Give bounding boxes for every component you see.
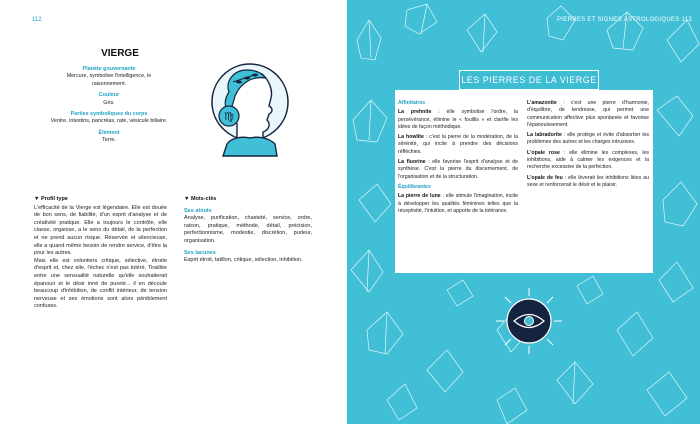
fact-value: Gris. — [103, 99, 115, 106]
stone-name: La howlite — [398, 134, 424, 141]
fact-value: Ventre, intestins, pancréas, rate, vésicule biliaire. — [50, 118, 168, 125]
fact-value: Mercure, symbolise l'intelligence, le raisonnement. — [66, 73, 152, 87]
svg-text:♍: ♍ — [224, 110, 234, 123]
fact-label: Couleur — [98, 92, 120, 99]
flaws-label: Ses lacunes — [184, 249, 216, 256]
stone-name: L'amazonite — [527, 100, 557, 106]
fact-label: Parties symboliques du corps — [70, 111, 148, 118]
stone-entry — [398, 159, 518, 181]
stones-column-1 — [398, 100, 518, 218]
affinitaires-label: Affinitaires — [398, 100, 426, 106]
stone-entry — [398, 134, 518, 156]
stone-text: : elle favorise l'esprit d'analyse et de synthèse. C'est la pierre du discernement, de l'organisation et de la structuration. — [398, 159, 519, 180]
assets-text: Analyse, purification, chasteté, service, ordre, raison, pratique, méthode, détail, précision, perfectionnisme, modestie, discrétion, pudeur, organisation. — [184, 215, 312, 244]
eye-emblem-icon — [494, 286, 564, 356]
fact-value: Terre. — [102, 137, 116, 144]
stone-name: L'opale rose — [527, 149, 560, 156]
fact-label: Élément — [98, 129, 120, 136]
assets-label: Ses atouts — [184, 207, 212, 214]
running-head: PIERRES ET SIGNES ASTROLOGIQUES 113 — [557, 17, 692, 23]
card-title: LES PIERRES DE LA VIERGE — [459, 70, 599, 90]
stone-entry — [527, 100, 649, 129]
stone-name: La pierre de lune — [398, 193, 441, 200]
stone-text: : elle protège et évite d'absorber les problèmes des autres et les charges intrusives. — [527, 132, 649, 146]
stone-entry — [527, 132, 649, 147]
stone-entry — [398, 109, 518, 131]
equilibrantes-label: Équilibrantes — [398, 183, 431, 190]
stone-text: : c'est une pierre d'harmonie, d'équilibre, de tendresse, qui permet une communication affective plus spontanée et favorise l'épanouissement. — [527, 100, 649, 128]
virgo-portrait-illustration — [207, 52, 293, 164]
stone-name: L'opale de feu — [527, 174, 563, 181]
stone-name: La fluorine — [398, 159, 426, 166]
sign-facts — [50, 66, 168, 145]
sign-title: VIERGE — [101, 48, 139, 59]
left-page — [0, 0, 347, 424]
stone-name: La labradorite — [527, 132, 562, 139]
fact-label: Planète gouvernante — [82, 66, 136, 72]
flaws-text: Esprit étroit, tatillon, critique, sélection, inhibition. — [184, 257, 303, 264]
profile-heading: ▼ Profil type — [34, 196, 68, 202]
stone-name: La prehnite — [398, 109, 432, 116]
page-number-left: 112 — [32, 17, 42, 23]
profile-column — [34, 196, 167, 311]
keywords-heading: ▼ Mots-clés — [184, 196, 217, 202]
stone-text: : elle lèverait les inhibitions liées au sexe et renforcerait le désir et le plaisir. — [527, 174, 649, 188]
stone-text: : elle symbolise l'ordre, la persévérance, élimine le « fouillis » et clarifie les idées de façon méthodique. — [398, 109, 518, 130]
stone-entry — [527, 150, 649, 172]
keywords-column — [184, 196, 312, 265]
stones-column-2 — [527, 100, 649, 192]
profile-paragraph: Mais elle est volontiers critique, sélective, étroite d'esprit et, chez elle, l'échec n'est pas toléré. Tiraillée entre une sensualité naturelle qu'elle souhaiterait épanouir et le désir inné de pureté... il en découle beaucoup d'inhibition, de conflit intérieur, de tension nerveuse et ses émotions sont alors péniblement confuses. — [34, 257, 167, 310]
stone-text: : elle stimule l'imagination, incite à développer les qualités féminines telles que la réceptivité, l'intuition, et apporte de la tolérance. — [398, 193, 518, 214]
stone-text: : c'est la pierre de la modération, de la sérénité, qui incite à prendre des décisions réfléchies. — [398, 134, 518, 155]
stone-text: : elle élimine les complexes, les inhibitions, aide à calmer les exigences et la recherche excessive de la perfection. — [527, 149, 649, 171]
profile-paragraph: L'efficacité de la Vierge est légendaire. Elle est douée de bon sens, de fiabilité, d'un esprit d'analyse et de créativité pratique. Elle a toujours le contrôle, elle classe, organise, a le sens du détail, de la perfection et ne prend aucun risque. Réservée et silencieuse, elle a quand même besoin de rendre service, d'être la pour les autres. — [34, 204, 167, 257]
stone-entry — [527, 175, 649, 190]
stone-entry — [398, 193, 518, 215]
